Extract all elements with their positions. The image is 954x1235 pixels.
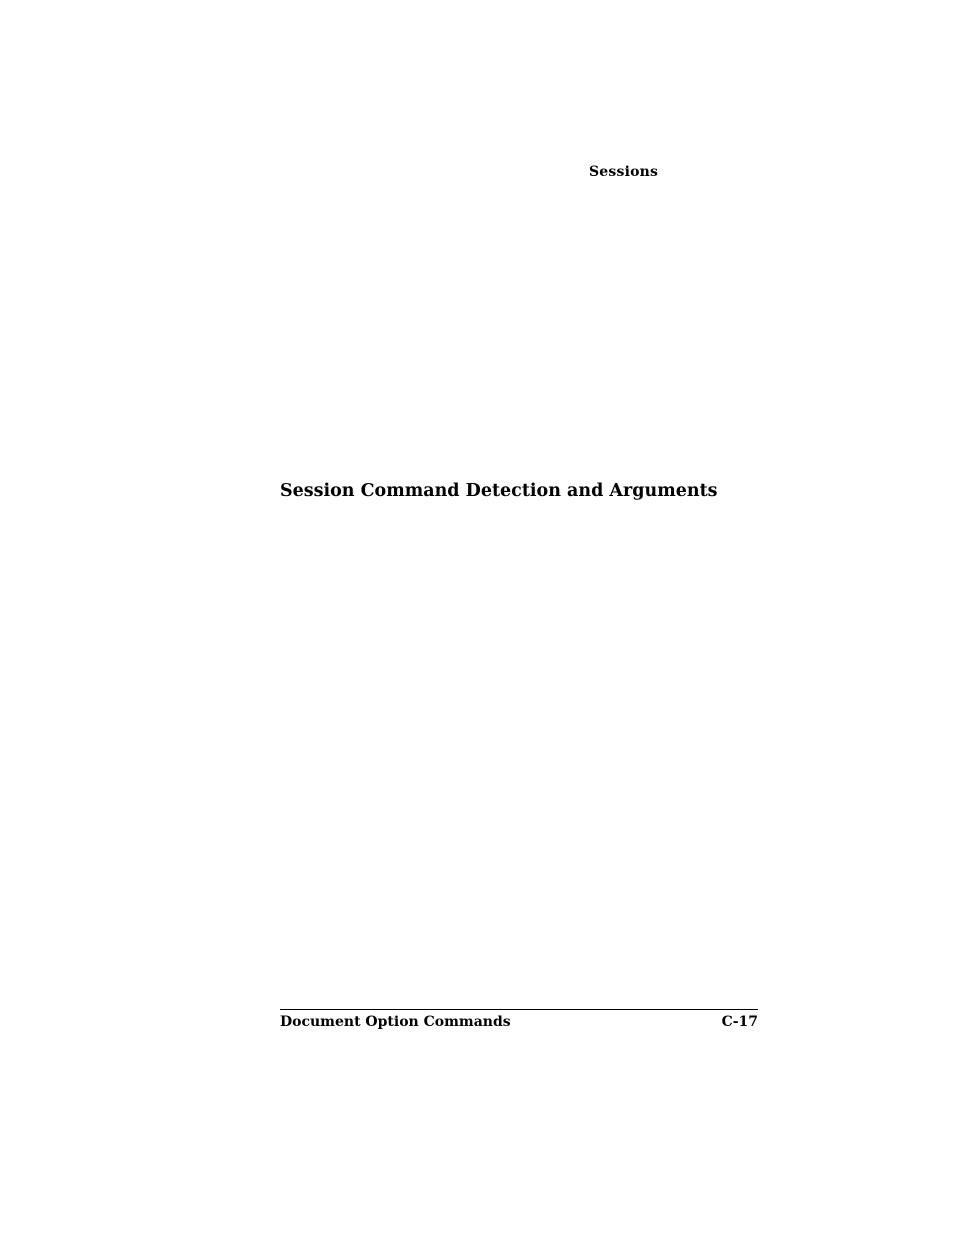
footer-page-number: C-17 — [721, 1014, 758, 1030]
section-heading: Session Command Detection and Arguments — [280, 481, 718, 501]
footer-chapter-title: Document Option Commands — [280, 1014, 511, 1030]
running-header-title: Sessions — [589, 164, 659, 180]
footer-divider — [280, 1009, 758, 1010]
